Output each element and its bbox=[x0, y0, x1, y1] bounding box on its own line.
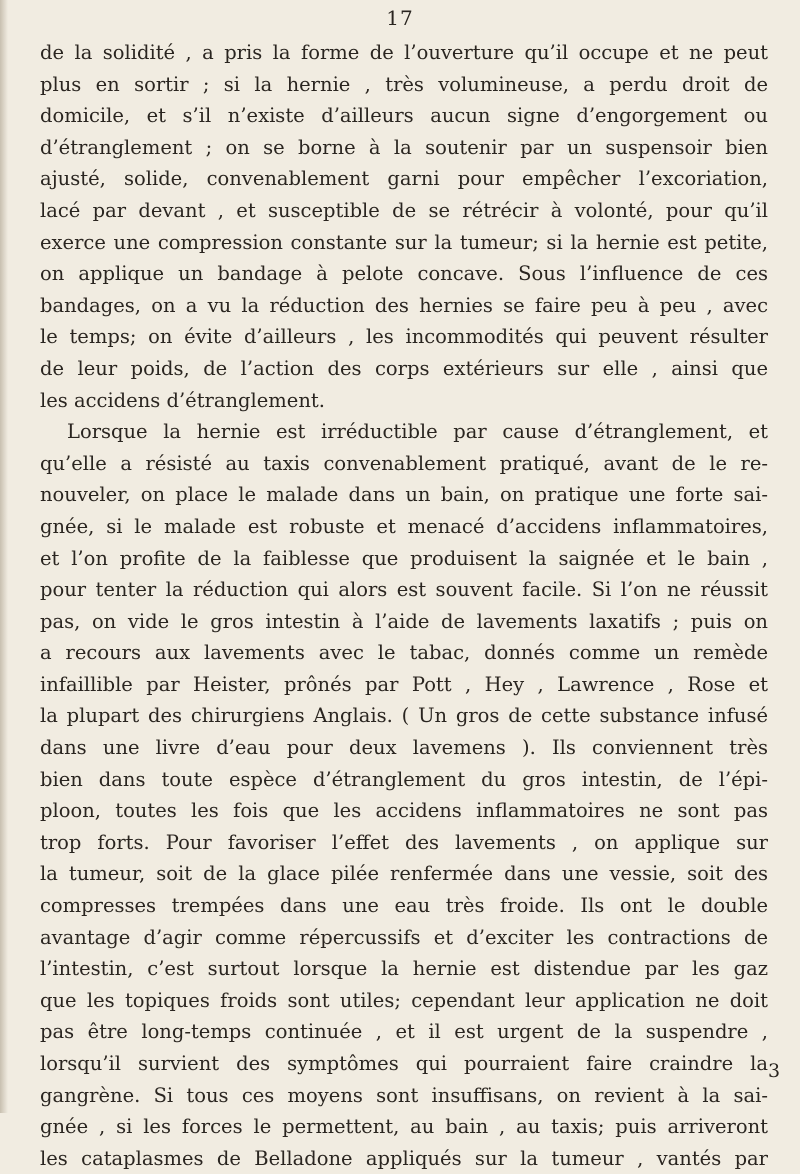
text-line: pour tenter la réduction qui alors est souvent facile. Si l’on ne réussit bbox=[40, 578, 768, 602]
text-line: compresses trempées dans une eau très froide. Ils ont le double bbox=[40, 894, 768, 918]
text-line: trop forts. Pour favoriser l’effet des lavements , on applique sur bbox=[40, 830, 768, 854]
text-line: pas être long-temps continuée , et il est urgent de la suspendre , bbox=[40, 1020, 768, 1044]
text-line: le temps; on évite d’ailleurs , les incommodités qui peuvent résulter bbox=[40, 325, 768, 349]
page-number: 17 bbox=[386, 6, 414, 30]
text-line: a recours aux lavements avec le tabac, donnés comme un remède bbox=[40, 641, 768, 665]
text-line: lorsqu’il survient des symptômes qui pourraient faire craindre la bbox=[40, 1052, 768, 1075]
text-line: Lorsque la hernie est irréductible par cause d’étranglement, et bbox=[67, 420, 768, 444]
text-line: domicile, et s’il n’existe d’ailleurs aucun signe d’engorgement ou bbox=[40, 104, 768, 128]
text-line: la tumeur, soit de la glace pilée renfermée dans une vessie, soit des bbox=[40, 862, 768, 886]
text-line: la plupart des chirurgiens Anglais. ( Un gros de cette substance infusé bbox=[40, 704, 768, 728]
text-line: plus en sortir ; si la hernie , très volumineuse, a perdu droit de bbox=[40, 72, 768, 96]
text-line: que les topiques froids sont utiles; cependant leur application ne doit bbox=[40, 988, 768, 1012]
text-line: ploon, toutes les fois que les accidens inflammatoires ne sont pas bbox=[40, 799, 768, 823]
text-line: on applique un bandage à pelote concave. Sous l’influence de ces bbox=[40, 262, 768, 286]
text-line: de la solidité , a pris la forme de l’ouverture qu’il occupe et ne peut bbox=[40, 41, 768, 64]
text-line: l’intestin, c’est surtout lorsque la hernie est distendue par les gaz bbox=[40, 957, 768, 981]
text-line: les accidens d’étranglement. bbox=[40, 388, 325, 412]
text-line: d’étranglement ; on se borne à la soutenir par un suspensoir bien bbox=[40, 135, 768, 159]
text-line: et l’on profite de la faiblesse que produisent la saignée et le bain , bbox=[40, 546, 768, 570]
paragraph bbox=[40, 37, 768, 416]
text-line: lacé par devant , et susceptible de se rétrécir à volonté, pour qu’il bbox=[40, 198, 768, 222]
text-line: gnée, si le malade est robuste et menacé d’accidens inflammatoires, bbox=[40, 514, 768, 538]
text-line: avantage d’agir comme répercussifs et d’exciter les contractions de bbox=[40, 925, 768, 949]
text-line: bandages, on a vu la réduction des hernies se faire peu à peu , avec bbox=[40, 293, 768, 317]
text-line: gnée , si les forces le permettent, au bain , au taxis; puis arriveront bbox=[40, 1115, 768, 1139]
text-line: gangrène. Si tous ces moyens sont insuffisans, on revient à la sai- bbox=[40, 1083, 768, 1107]
text-line: de leur poids, de l’action des corps extérieurs sur elle , ainsi que bbox=[40, 356, 768, 380]
text-line: pas, on vide le gros intestin à l’aide de lavements laxatifs ; puis on bbox=[40, 609, 768, 633]
body-text bbox=[40, 37, 768, 1174]
text-line: qu’elle a résisté au taxis convenablement pratiqué, avant de le re- bbox=[40, 451, 768, 475]
text-line: dans une livre d’eau pour deux lavemens ). Ils conviennent très bbox=[40, 736, 768, 760]
text-line: ajusté, solide, convenablement garni pour empêcher l’excoriation, bbox=[40, 167, 768, 191]
page-edge-shadow bbox=[0, 0, 8, 1113]
text-line: infaillible par Heister, prônés par Pott , Hey , Lawrence , Rose et bbox=[40, 672, 768, 696]
paragraph bbox=[40, 416, 768, 1174]
text-line: bien dans toute espèce d’étranglement du gros intestin, de l’épi- bbox=[40, 767, 768, 791]
text-line: exerce une compression constante sur la tumeur; si la hernie est petite, bbox=[40, 230, 768, 254]
text-line: nouveler, on place le malade dans un bain, on pratique une forte sai- bbox=[40, 483, 768, 507]
signature-mark: 3 bbox=[768, 1060, 781, 1082]
text-line: les cataplasmes de Belladone appliqués sur la tumeur , vantés par bbox=[40, 1146, 768, 1170]
